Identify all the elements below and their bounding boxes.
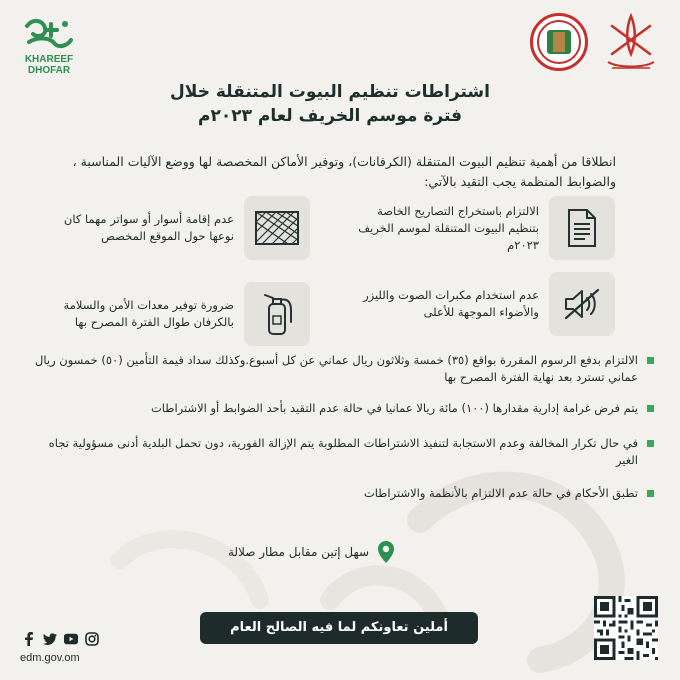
card-fences-text: عدم إقامة أسوار أو سواتر مهما كان نوعها حول الموقع المخصص: [63, 212, 234, 243]
document-icon: [549, 196, 615, 260]
location-pin-icon: [377, 540, 395, 564]
list-item: [26, 352, 656, 386]
title-line-2: فترة موسم الخريف لعام ٢٠٢٣م: [197, 106, 463, 126]
rule-text: يتم فرض غرامة إدارية مقدارها (١٠٠) مائة ريالا عمانيا في حالة عدم التقيد بأحد الضوابط أو الاشتراطات: [150, 401, 638, 415]
list-item: [26, 435, 656, 469]
brand-en-line2: DHOFAR: [27, 65, 71, 76]
intro-paragraph: انطلاقا من أهمية تنظيم البيوت المتنقلة (الكرفانات)، وتوفير الأماكن المخصصة لها ووضع الآليات المناسبة ، والضوابط المنظمة يجب التقيد بالآتي:: [72, 154, 616, 189]
social-links: [22, 632, 99, 646]
instagram-icon[interactable]: [85, 632, 99, 646]
bullet-marker: [647, 490, 654, 497]
dhofar-municipality-seal: [530, 13, 588, 71]
location-line: [228, 540, 395, 564]
card-safety: [40, 282, 310, 346]
location-text: سهل إتين مقابل مطار صلالة: [228, 545, 370, 559]
card-safety-text: ضرورة توفير معدات الأمن والسلامة بالكرفان طوال الفترة المصرح بها: [63, 298, 234, 329]
government-emblems: [530, 10, 660, 74]
fence-icon: [244, 196, 310, 260]
oman-khanjar-emblem: [602, 10, 660, 74]
bullet-marker: [647, 357, 654, 364]
fire-extinguisher-icon: [244, 282, 310, 346]
brand-en-line1: KHAREEF: [24, 54, 74, 65]
card-speakers: [345, 272, 615, 336]
twitter-icon[interactable]: [43, 632, 57, 646]
bullet-marker: [647, 440, 654, 447]
list-item: [26, 400, 656, 417]
khareef-dhofar-logo: [14, 16, 84, 76]
cooperation-banner: أملين تعاونكم لما فيه الصالح العام: [200, 612, 478, 644]
card-permits-text: الالتزام باستخراج التصاريح الخاصة بتنظيم البيوت المتنقلة لموسم الخريف ٢٠٢٣م: [358, 203, 539, 252]
mute-speaker-icon: [549, 272, 615, 336]
rule-text: تطبق الأحكام في حالة عدم الالتزام بالأنظمة والاشتراطات: [363, 486, 638, 500]
website-link[interactable]: edm.gov.om: [20, 652, 80, 664]
title-line-1: اشتراطات تنظيم البيوت المتنقلة خلال: [170, 82, 490, 102]
card-permits: [345, 196, 615, 260]
rule-text: الالتزام بدفع الرسوم المقررة بواقع (٣٥) خمسة وثلاثون ريال عماني عن كل أسبوع.وكذلك سداد قيمة التأمين (٥٠) خمسون ريال عماني تسترد بعد نهاية الفترة المصرح بها: [35, 353, 638, 384]
bullet-marker: [647, 405, 654, 412]
rules-list: [26, 352, 656, 502]
card-speakers-text: عدم استخدام مكبرات الصوت والليزر والأضواء الموجهة للأعلى: [363, 288, 539, 319]
list-item: [26, 485, 656, 502]
rule-text: في حال تكرار المخالفة وعدم الاستجابة لتنفيذ الاشتراطات المطلوبة يتم الإزالة الفورية، دون تحمل البلدية أدنى مسؤولية تجاه الغير: [48, 436, 638, 467]
qr-code: [594, 596, 658, 660]
page-title: [150, 80, 510, 128]
youtube-icon[interactable]: [64, 632, 78, 646]
facebook-icon[interactable]: [22, 632, 36, 646]
khareef-script-mark: [21, 16, 77, 50]
card-fences: [40, 196, 310, 260]
